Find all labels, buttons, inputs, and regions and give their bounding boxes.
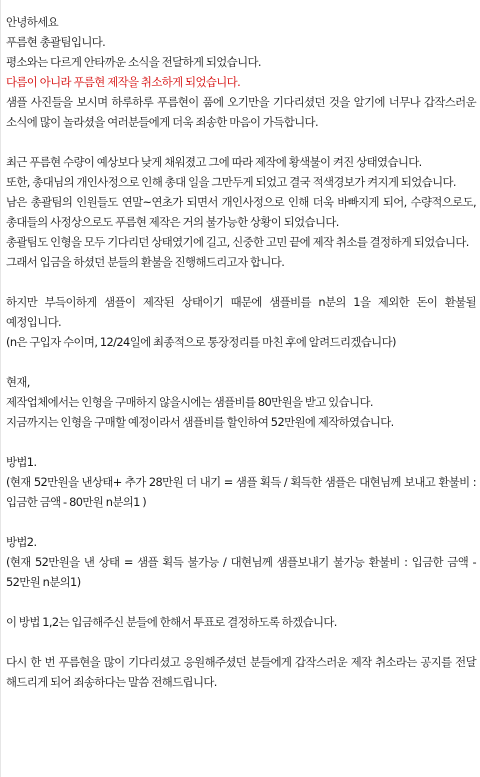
factory-fee-line: 제작업체에서는 인형을 구매하지 않을시에는 샘플비를 80만원을 받고 있습니다. xyxy=(6,395,373,409)
closing-paragraph: 다시 한 번 푸름현을 많이 기다리셨고 응원해주셨던 분들에게 갑작스러운 제작 취소라는 공지를 전달 해드리게 되어 죄송하다는 말씀 전해드립니다. xyxy=(6,655,476,689)
current-status-heading: 현재, xyxy=(6,375,30,389)
reason-organizer: 또한, 총대님의 개인사정으로 인해 총대 일을 그만두게 되었고 결국 적색경보가 켜지게 되었습니다. xyxy=(6,175,456,189)
reason-team: 남은 총괄팀의 인원들도 연말~연초가 되면서 개인사정으로 인해 더욱 바빠지게 되어, 수량적으로도, 총대들의 사정상으로도 푸름현 제작은 거의 불가능한 상황이 되었습니다. xyxy=(6,195,476,229)
blank-line xyxy=(6,592,476,612)
blank-line xyxy=(6,352,476,372)
decision-paragraph: 총괄팀도 인형을 모두 기다리던 상태였기에 길고, 신중한 고민 끝에 제작 취소를 결정하게 되었습니다. xyxy=(6,235,469,249)
blank-line xyxy=(6,132,476,152)
blank-line xyxy=(6,512,476,532)
option2-detail: (현재 52만원을 낸 상태 = 샘플 획득 불가능 / 대현님께 샘플보내기 불가능 환불비 : 입금한 금액 - 52만원 n분의1) xyxy=(6,555,476,589)
blank-line xyxy=(6,272,476,292)
sample-fee-note: (n은 구입자 수이며, 12/24일에 최종적으로 통장정리를 마친 후에 알려드리겠습니다) xyxy=(6,335,396,349)
greeting: 안녕하세요 xyxy=(6,15,59,29)
discount-line: 지금까지는 인형을 구매할 예정이라서 샘플비를 할인하여 52만원에 제작하였습니다. xyxy=(6,415,394,429)
vote-line: 이 방법 1,2는 입금해주신 분들에 한해서 투표로 결정하도록 하겠습니다. xyxy=(6,615,337,629)
refund-intro: 그래서 입금을 하셨던 분들의 환불을 진행해드리고자 합니다. xyxy=(6,255,285,269)
option2-heading: 방법2. xyxy=(6,535,37,549)
cancellation-headline: 다름이 아니라 푸름현 제작을 취소하게 되었습니다. xyxy=(6,75,241,89)
sample-fee-paragraph: 하지만 부득이하게 샘플이 제작된 상태이기 때문에 샘플비를 n분의 1을 제외한 돈이 환불될 예정입니다. xyxy=(6,295,476,329)
blank-line xyxy=(6,432,476,452)
notice-document xyxy=(6,12,476,692)
option1-detail: (현재 52만원을 낸상태+ 추가 28만원 더 내기 = 샘플 획득 / 획득한 샘플은 대현님께 보내고 환불비 : 입금한 금액 - 80만원 n분의1 ) xyxy=(6,475,476,509)
option1-heading: 방법1. xyxy=(6,455,37,469)
apology-paragraph: 샘플 사진들을 보시며 하루하루 푸름현이 품에 오기만을 기다리셨던 것을 알기에 너무나 갑작스러운 소식에 많이 놀라셨을 여러분들에게 더욱 죄송한 마음이 가득합니다. xyxy=(6,95,476,129)
sender-line: 푸름현 총괄팀입니다. xyxy=(6,35,106,49)
reason-quantity: 최근 푸름현 수량이 예상보다 낮게 채워졌고 그에 따라 제작에 황색불이 켜진 상태였습니다. xyxy=(6,155,422,169)
blank-line xyxy=(6,632,476,652)
intro-line: 평소와는 다르게 안타까운 소식을 전달하게 되었습니다. xyxy=(6,55,261,69)
